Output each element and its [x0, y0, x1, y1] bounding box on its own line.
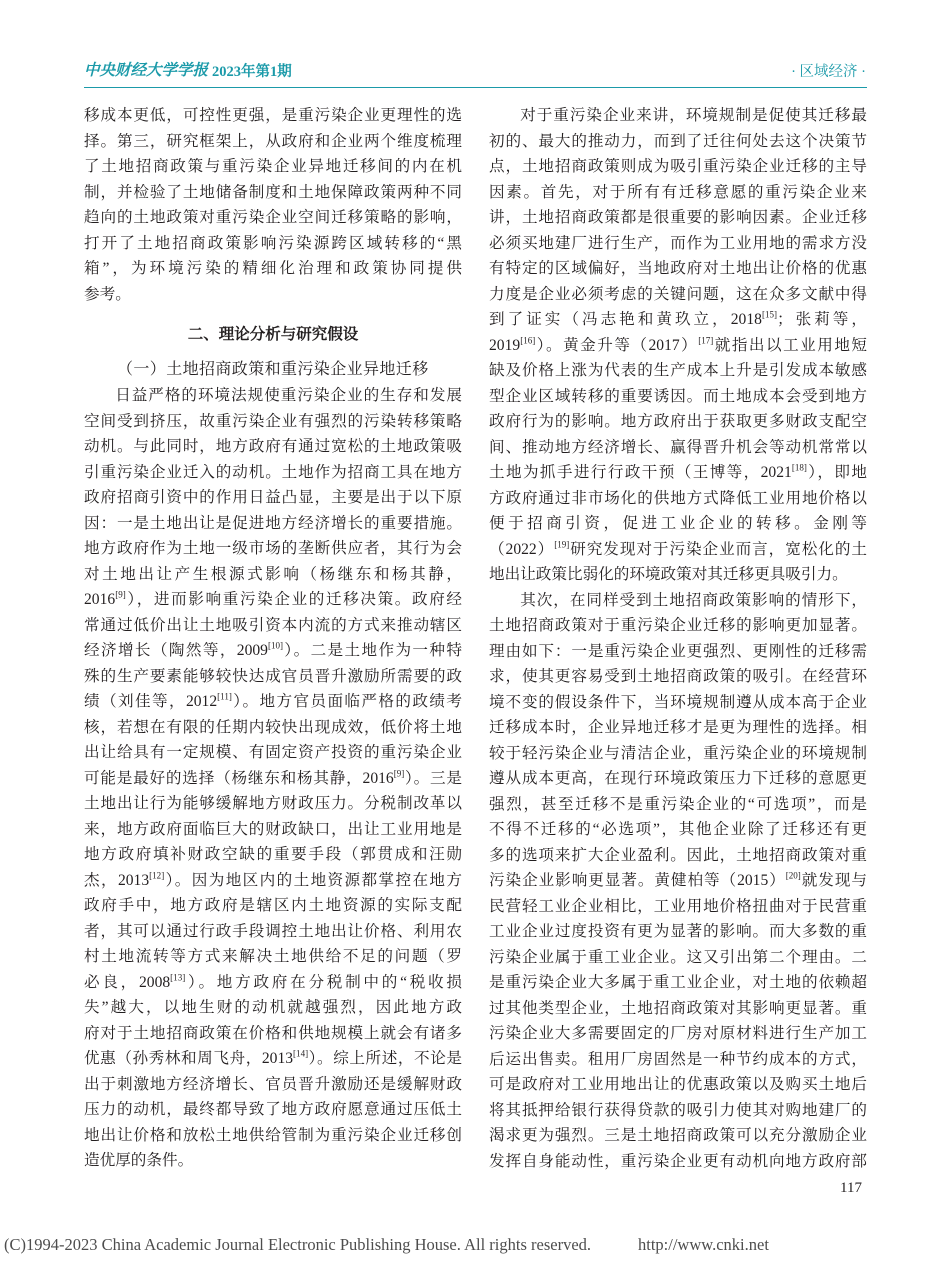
- text-line: 污染企业大多需要固定的厂房对原材料进行生产加工: [489, 1025, 867, 1042]
- citation-marker: [9]: [115, 589, 126, 600]
- text-line: 民营轻工业企业相比，工业用地价格扭曲对于民营重: [489, 897, 867, 915]
- text-line: 地方政府作为土地一级市场的垄断供应者，其行为会: [84, 540, 462, 557]
- body-paragraph: [84, 383, 462, 1174]
- text-line: 将其抵押给银行获得贷款的吸引力使其对购地建厂的: [489, 1101, 867, 1119]
- issue-label: 2023年第1期: [212, 64, 292, 80]
- text-line: 政府手中，地方政府是辖区内土地资源的实际支配: [84, 897, 462, 914]
- text-line: 较于轻污染企业与清洁企业，重污染企业的环境规制: [489, 744, 867, 762]
- text-line: 其次，在同样受到土地招商政策影响的情形下，: [520, 591, 867, 609]
- text-line: 必须买地建厂进行生产，而作为工业用地的需求方没: [489, 234, 867, 252]
- citation-marker: [14]: [293, 1048, 309, 1059]
- citation-marker: [17]: [698, 335, 714, 346]
- page-number: 117: [840, 1180, 862, 1196]
- text-line: 有特定的区域偏好，当地政府对土地出让价格的优惠: [489, 260, 867, 277]
- text-line: 间、推动地方经济增长、赢得晋升机会等动机常常以: [489, 438, 867, 456]
- text-line: 地出让政策比弱化的环境政策对其迁移更具吸引力。: [489, 566, 848, 583]
- text-line: 工业企业过度投资有更为显著的影响。而大多数的重: [489, 923, 867, 940]
- text-line: 因：一是土地出让是促进地方经济增长的重要措施。: [84, 514, 462, 532]
- text-line: 境不变的假设条件下，当环境规制遵从成本高于企业: [489, 693, 867, 711]
- text-line: 2016[9]），进而影响重污染企业的迁移决策。政府经: [84, 589, 462, 608]
- journal-title-logo: 中央财经大学学报: [84, 62, 209, 79]
- text-line: 择。第三，研究框架上，从政府和企业两个维度梳理: [84, 132, 462, 150]
- citation-marker: [13]: [170, 972, 186, 983]
- text-line: 后运出售卖。租用厂房固然是一种节约成本的方式，: [489, 1050, 867, 1068]
- text-line: 方政府通过非市场化的供地方式降低工业用地价格以: [489, 489, 867, 507]
- subsection-heading: （一）土地招商政策和重污染企业异地迁移: [117, 360, 429, 378]
- text-line: 是重污染企业大多属于重工业企业，对土地的依赖超: [489, 974, 867, 991]
- text-line: 压力的动机，最终都导致了地方政府愿意通过压低土: [84, 1101, 462, 1118]
- text-line: 制，并检验了土地储备制度和土地保障政策两种不同: [84, 183, 462, 201]
- text-line: 缺及价格上涨为代表的生产成本上升是引发成本敏感: [489, 362, 867, 379]
- text-line: 点，土地招商政策则成为吸引重污染企业迁移的主导: [489, 158, 867, 175]
- text-line: 理由如下：一是重污染企业更强烈、更刚性的迁移需: [489, 642, 867, 660]
- text-line: 日益严格的环境法规使重污染企业的生存和发展: [115, 387, 462, 404]
- text-line: 村土地流转等方式来解决土地供给不足的问题（罗: [84, 948, 462, 965]
- footer-url: http://www.cnki.net: [638, 1235, 769, 1254]
- text-line: 遵从成本更高，在现行环境政策压力下迁移的意愿更: [489, 770, 867, 787]
- right-column: [489, 103, 867, 1174]
- text-line: 型企业区域转移的重要诱因。而土地成本会受到地方: [489, 387, 867, 405]
- citation-marker: [18]: [791, 462, 807, 473]
- text-line: 讲，土地招商政策都是很重要的影响因素。企业迁移: [489, 209, 867, 226]
- text-line: 对土地出让产生根源式影响（杨继东和杨其静，: [84, 565, 462, 583]
- citation-marker: [9]: [393, 768, 405, 779]
- text-line: 政府行为的影响。地方政府出于获取更多财政支配空: [489, 413, 867, 430]
- citation-marker: [19]: [554, 539, 570, 550]
- text-line: 参考。: [84, 285, 131, 303]
- text-line: 土地为抓手进行行政干预（王博等，2021[18]），即地: [489, 462, 867, 481]
- text-line: 者，其可以通过行政手段调控土地出让价格、利用农: [84, 922, 462, 940]
- text-line: 来，地方政府面临巨大的财政缺口，出让工业用地是: [84, 820, 462, 838]
- section-heading: 二、理论分析与研究假设: [187, 326, 359, 343]
- text-line: 土地出让行为能够缓解地方财政压力。分税制改革以: [84, 795, 462, 812]
- text-line: 多的选项来扩大企业盈利。因此，土地招商政策对重: [489, 846, 867, 864]
- body-paragraph: [489, 588, 867, 1175]
- text-line: 初的、最大的推动力，而到了迁往何处去这个决策节: [489, 132, 867, 150]
- text-line: 污染企业影响更显著。黄健柏等（2015）[20]就发现与: [489, 870, 867, 889]
- text-line: 渴求更为强烈。三是土地招商政策可以充分激励企业: [489, 1127, 867, 1144]
- text-line: 绩（刘佳等，2012[11]）。地方官员面临严格的政绩考: [84, 691, 462, 710]
- citation-marker: [15]: [761, 309, 777, 320]
- text-line: （2022）[19]研究发现对于污染企业而言，宽松化的土: [489, 539, 867, 558]
- text-line: 地方政府填补财政空缺的重要手段（郭贯成和汪勋: [84, 846, 462, 863]
- text-line: 打开了土地招商政策影响污染源跨区域转移的“黑: [84, 234, 462, 252]
- text-line: 地出让价格和放松土地供给管制为重污染企业迁移创: [84, 1126, 462, 1144]
- text-line: 力度是企业必须考虑的关键问题，这在众多文献中得: [489, 285, 867, 303]
- text-line: 造优厚的条件。: [84, 1152, 194, 1169]
- citation-marker: [10]: [267, 640, 284, 651]
- text-line: 了土地招商政策与重污染企业异地迁移间的内在机: [84, 158, 462, 175]
- text-line: 因素。首先，对于所有有迁移意愿的重污染企业来: [489, 183, 867, 201]
- text-line: 常通过低价出让土地吸引资本内流的方式来推动辖区: [84, 616, 462, 634]
- header-rule: [84, 87, 867, 88]
- body-paragraph: [489, 103, 867, 588]
- text-line: 殊的生产要素能够较快达成官员晋升激励所需要的政: [84, 667, 462, 685]
- text-line: 求，使其更容易受到土地招商政策的吸引。在经营环: [489, 668, 867, 685]
- citation-marker: [11]: [217, 691, 232, 702]
- text-line: 对于重污染企业来讲，环境规制是促使其迁移最: [520, 107, 867, 124]
- text-line: 污染企业属于重工业企业。这又引出第二个理由。二: [489, 948, 867, 966]
- left-column: [84, 103, 462, 1174]
- text-line: 核，若想在有限的任期内较快出现成效，低价将土地: [84, 718, 462, 736]
- text-line: 经济增长（陶然等，2009[10]）。二是土地作为一种特: [84, 640, 462, 659]
- text-line: 2019[16]）。黄金升等（2017）[17]就指出以工业用地短: [489, 335, 867, 354]
- citation-marker: [20]: [785, 870, 801, 881]
- text-line: 到了证实（冯志艳和黄玖立，2018[15]；张莉等，: [489, 309, 867, 328]
- text-line: 可是政府对工业用地出让的优惠政策以及购买土地后: [489, 1076, 867, 1093]
- text-line: 失”越大，以地生财的动机就越强烈，因此地方政: [84, 999, 462, 1016]
- continued-paragraph: [84, 103, 462, 307]
- text-line: 箱”，为环境污染的精细化治理和政策协同提供: [84, 260, 462, 277]
- text-line: 政府招商引资中的作用日益凸显，主要是出于以下原: [84, 489, 462, 506]
- text-line: 强烈，甚至迁移不是重污染企业的“可选项”，而是: [489, 795, 867, 813]
- citation-marker: [16]: [520, 335, 536, 346]
- citation-marker: [12]: [149, 870, 165, 881]
- section-label: · 区域经济 ·: [791, 64, 866, 80]
- text-line: 过其他类型企业，土地招商政策对其影响更显著。重: [489, 999, 867, 1017]
- text-line: 发挥自身能动性，重污染企业更有动机向地方政府部: [489, 1152, 867, 1170]
- text-line: 府对于土地招商政策在价格和供地规模上就会有诸多: [84, 1024, 462, 1042]
- text-line: 引重污染企业迁入的动机。土地作为招商工具在地方: [84, 463, 462, 481]
- text-line: 空间受到挤压，故重污染企业有强烈的污染转移策略: [84, 412, 462, 430]
- text-line: 必良，2008[13]）。地方政府在分税制中的“税收损: [84, 972, 462, 991]
- text-line: 可能是最好的选择（杨继东和杨其静，2016[9]）。三是: [84, 768, 462, 787]
- text-line: 趋向的土地政策对重污染企业空间迁移策略的影响，: [84, 209, 462, 226]
- text-line: 优惠（孙秀林和周飞舟，2013[14]）。综上所述，不论是: [84, 1048, 462, 1067]
- footer-copyright: (C)1994-2023 China Academic Journal Electronic Publishing House. All rights reserved.: [4, 1235, 592, 1254]
- text-line: 便于招商引资，促进工业企业的转移。金刚等: [489, 515, 867, 532]
- text-line: 不得不迁移的“必选项”，其他企业除了迁移还有更: [489, 821, 867, 838]
- text-line: 移成本更低，可控性更强，是重污染企业更理性的选: [84, 107, 462, 124]
- text-line: 杰，2013[12]）。因为地区内的土地资源都掌控在地方: [84, 870, 462, 889]
- text-line: 出于刺激地方经济增长、官员晋升激励还是缓解财政: [84, 1075, 462, 1093]
- text-line: 土地招商政策对于重污染企业迁移的影响更加显著。: [489, 617, 867, 634]
- text-line: 迁移成本时，企业异地迁移才是更为理性的选择。相: [489, 719, 867, 736]
- text-line: 动机。与此同时，地方政府有通过宽松的土地政策吸: [84, 438, 462, 455]
- text-line: 出让给具有一定规模、有固定资产投资的重污染企业: [84, 744, 462, 761]
